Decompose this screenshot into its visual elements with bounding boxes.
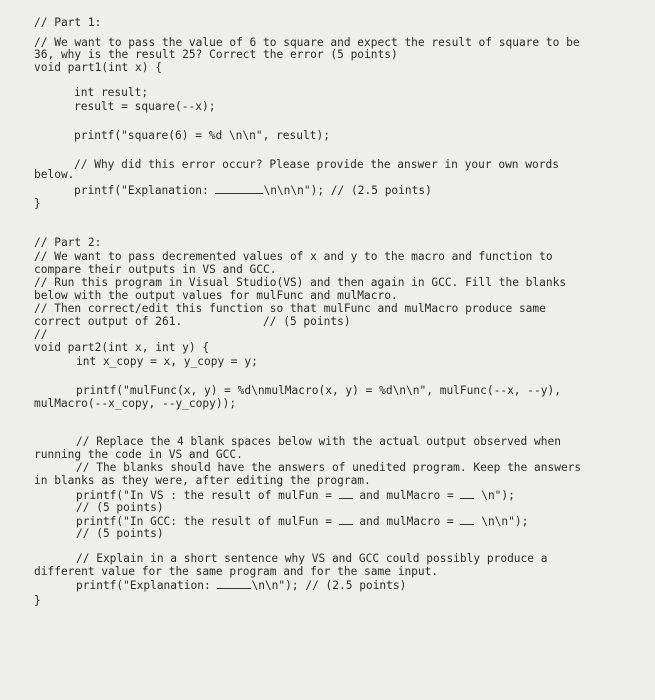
part2-explanation-line bbox=[76, 578, 406, 592]
code-text: and mulMacro = bbox=[352, 489, 461, 502]
part2-instruction: running the code in VS and GCC. bbox=[34, 448, 243, 461]
gcc-result-line bbox=[76, 514, 528, 528]
code-text: printf("In VS : the result of mulFun = bbox=[76, 489, 339, 502]
vs-result-line bbox=[76, 488, 515, 502]
part1-explanation-line bbox=[74, 183, 432, 197]
code-text: printf("In GCC: the result of mulFun = bbox=[76, 515, 339, 528]
vs-mulmacro-blank[interactable] bbox=[460, 488, 474, 499]
part2-instruction: // Replace the 4 blank spaces below with the actual output observed when bbox=[76, 435, 561, 448]
part1-heading: // Part 1: bbox=[34, 16, 102, 29]
part2-comment-line: correct output of 261. // (5 points) bbox=[34, 315, 351, 328]
closing-brace: } bbox=[34, 197, 41, 210]
part2-heading: // Part 2: bbox=[34, 236, 102, 249]
code-text: printf("Explanation: bbox=[76, 579, 218, 592]
code-text: \n\n\n"); // (2.5 points) bbox=[263, 184, 432, 197]
answer-blank[interactable] bbox=[217, 578, 251, 589]
code-text: and mulMacro = bbox=[352, 515, 461, 528]
vs-mulfun-blank[interactable] bbox=[339, 488, 353, 499]
part1-question: // Why did this error occur? Please provide the answer in your own words bbox=[74, 158, 559, 171]
part2-comment-line: // We want to pass decremented values of x and y to the macro and function to bbox=[34, 250, 553, 263]
code-line: result = square(--x); bbox=[74, 100, 216, 113]
part1-function-signature: void part1(int x) { bbox=[34, 61, 162, 74]
code-line: int x_copy = x, y_copy = y; bbox=[76, 355, 258, 368]
code-text: \n\n"); // (2.5 points) bbox=[251, 579, 407, 592]
part2-instruction: in blanks as they were, after editing the program. bbox=[34, 474, 371, 487]
code-text: \n\n"); bbox=[474, 515, 529, 528]
code-line: mulMacro(--x_copy, --y_copy)); bbox=[34, 397, 237, 410]
part2-comment-line: // Then correct/edit this function so that mulFunc and mulMacro produce same bbox=[34, 302, 546, 315]
gcc-mulfun-blank[interactable] bbox=[339, 514, 353, 525]
points-comment: // (5 points) bbox=[76, 501, 164, 514]
part2-comment-line: below with the output values for mulFunc and mulMacro. bbox=[34, 289, 398, 302]
code-text: \n"); bbox=[474, 489, 515, 502]
points-comment: // (5 points) bbox=[76, 527, 164, 540]
part2-comment-line: // bbox=[34, 328, 48, 341]
part2-function-signature: void part2(int x, int y) { bbox=[34, 341, 210, 354]
answer-blank[interactable] bbox=[215, 183, 263, 194]
closing-brace: } bbox=[34, 594, 41, 607]
part2-instruction: // The blanks should have the answers of unedited program. Keep the answers bbox=[76, 461, 582, 474]
part2-comment-line: compare their outputs in VS and GCC. bbox=[34, 263, 277, 276]
gcc-mulmacro-blank[interactable] bbox=[460, 514, 474, 525]
code-line: printf("square(6) = %d \n\n", result); bbox=[74, 129, 330, 142]
part2-question: // Explain in a short sentence why VS and GCC could possibly produce a bbox=[76, 552, 548, 565]
part1-comment-line: // We want to pass the value of 6 to square and expect the result of square to be bbox=[34, 36, 580, 49]
part2-question: different value for the same program and for the same input. bbox=[34, 565, 439, 578]
code-line: printf("mulFunc(x, y) = %d\nmulMacro(x, y) = %d\n\n", mulFunc(--x, --y), bbox=[76, 384, 561, 397]
part2-comment-line: // Run this program in Visual Studio(VS) and then again in GCC. Fill the blanks bbox=[34, 276, 567, 289]
part1-comment-line: 36, why is the result 25? Correct the error (5 points) bbox=[34, 48, 398, 61]
part1-question: below. bbox=[34, 168, 75, 181]
code-text: printf("Explanation: bbox=[74, 184, 216, 197]
code-line: int result; bbox=[74, 86, 149, 99]
